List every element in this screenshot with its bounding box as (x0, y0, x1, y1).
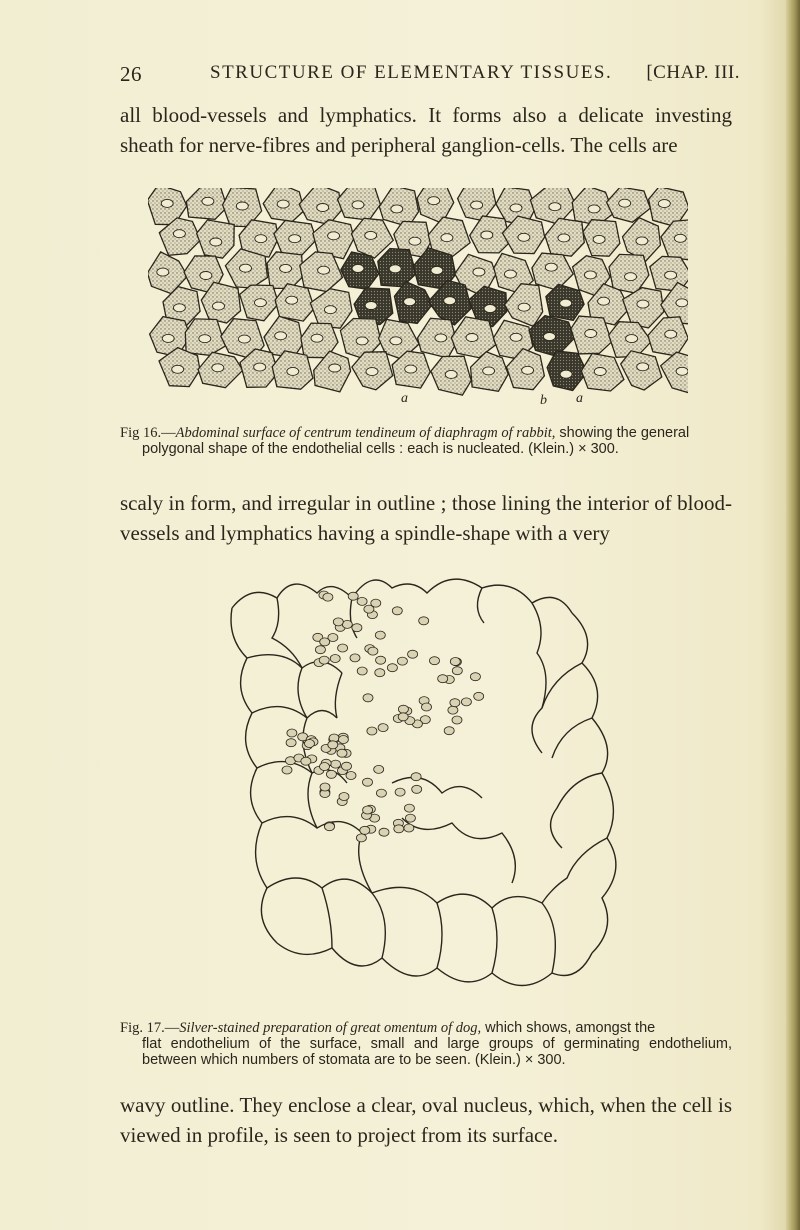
cell-nucleus (162, 334, 174, 342)
figure-17-title: Silver-stained preparation of great omentum of dog, (179, 1020, 482, 1036)
figure-17-illustration (222, 568, 642, 1013)
germinating-cell (331, 760, 341, 768)
cell-nucleus (318, 266, 330, 274)
endothelial-cell-grid (148, 188, 688, 395)
germinating-cell (363, 778, 373, 786)
cell-nucleus (389, 265, 401, 273)
germinating-cell (315, 646, 325, 654)
germinating-cell (356, 834, 366, 842)
cell-nucleus (626, 335, 638, 343)
chapter-label: [CHAP. III. (646, 62, 740, 83)
cell-nucleus (289, 235, 301, 243)
cell-nucleus (665, 330, 677, 338)
cell-nucleus (275, 332, 287, 340)
cell-nucleus (356, 337, 368, 345)
germinating-cell (397, 657, 407, 665)
figure-17-caption (120, 1020, 732, 1068)
cell-nucleus (473, 268, 485, 276)
cell-nucleus (157, 268, 169, 276)
germinating-cell (404, 824, 414, 832)
germinating-cell (286, 739, 296, 747)
germinating-cell (333, 618, 343, 626)
cell-nucleus (173, 304, 185, 312)
germinating-cell (363, 806, 373, 814)
germinating-cell (363, 694, 373, 702)
page-edge (786, 0, 800, 1230)
germinating-cell (338, 644, 348, 652)
germinating-cell (367, 727, 377, 735)
cell-nucleus (390, 337, 402, 345)
germinating-cell (374, 765, 384, 773)
germinating-cell (342, 762, 352, 770)
cell-nucleus (404, 298, 416, 306)
cell-nucleus (636, 237, 648, 245)
cell-nucleus (481, 231, 493, 239)
cell-nucleus (254, 363, 266, 371)
germinating-cell (357, 667, 367, 675)
germinating-cell (461, 698, 471, 706)
cell-nucleus (173, 230, 185, 238)
germinating-cell (444, 727, 454, 735)
cell-nucleus (445, 370, 457, 378)
germinating-cell (375, 669, 385, 677)
cell-nucleus (598, 297, 610, 305)
germinating-cell (411, 773, 421, 781)
cell-nucleus (676, 299, 688, 307)
germinating-cell (474, 692, 484, 700)
running-title: STRUCTURE OF ELEMENTARY TISSUES. (210, 62, 613, 83)
germinating-cell (438, 675, 448, 683)
cell-nucleus (287, 367, 299, 375)
cell-nucleus (518, 233, 530, 241)
figure-16-label-a-right: a (576, 391, 583, 406)
figure-16-caption (120, 425, 732, 457)
cell-nucleus (238, 335, 250, 343)
cell-nucleus (549, 203, 561, 211)
germinating-cell (282, 766, 292, 774)
cell-nucleus (510, 333, 522, 341)
cell-nucleus (311, 334, 323, 342)
germinating-cell (326, 770, 336, 778)
germinating-cell (470, 673, 480, 681)
germinating-cell (405, 814, 415, 822)
cell-nucleus (593, 235, 605, 243)
germinating-cell (398, 713, 408, 721)
cell-nucleus (328, 232, 340, 240)
cell-nucleus (254, 299, 266, 307)
germinating-cell (360, 826, 370, 834)
cell-nucleus (405, 365, 417, 373)
cell-nucleus (202, 197, 214, 205)
germinating-cell (287, 729, 297, 737)
cell-nucleus (324, 306, 336, 314)
germinating-cell (320, 638, 330, 646)
cell-nucleus (240, 264, 252, 272)
cell-nucleus (558, 234, 570, 242)
figure-16-number: Fig 16.— (120, 425, 176, 441)
cell-nucleus (435, 334, 447, 342)
cell-nucleus (352, 264, 364, 272)
germinating-cell (404, 804, 414, 812)
figure-16-label-a-left: a (401, 391, 408, 406)
cell-nucleus (441, 234, 453, 242)
germinating-cell (342, 620, 352, 628)
germinating-cell (364, 605, 374, 613)
cell-nucleus (594, 368, 606, 376)
cell-nucleus (510, 204, 522, 212)
cell-nucleus (625, 273, 637, 281)
cell-nucleus (161, 199, 173, 207)
germinating-cell (452, 667, 462, 675)
germinating-cell (395, 788, 405, 796)
cell-nucleus (560, 370, 572, 378)
cell-nucleus (236, 202, 248, 210)
cell-nucleus (365, 231, 377, 239)
running-header (120, 62, 740, 86)
cell-nucleus (504, 270, 516, 278)
cell-nucleus (409, 237, 421, 245)
cell-nucleus (212, 364, 224, 372)
cell-nucleus (366, 368, 378, 376)
germinating-cell (330, 655, 340, 663)
germinating-cell (346, 772, 356, 780)
cell-nucleus (255, 235, 267, 243)
cell-nucleus (471, 201, 483, 209)
cell-nucleus (286, 296, 298, 304)
figure-16-label-b: b (540, 393, 547, 408)
germinating-cell (387, 664, 397, 672)
cell-nucleus (676, 367, 688, 375)
germinating-cell (422, 703, 432, 711)
cell-nucleus (560, 299, 572, 307)
cell-nucleus (213, 302, 225, 310)
germinating-cell (376, 789, 386, 797)
germinating-cell (408, 650, 418, 658)
cell-nucleus (484, 305, 496, 313)
germinating-cell (328, 741, 338, 749)
cell-nucleus (172, 365, 184, 373)
paragraph-2: scaly in form, and irregular in outline ; those lining the interior of blood-vessels and lymphatics having a spindle-shape with a very (120, 491, 732, 545)
cell-nucleus (544, 333, 556, 341)
cell-nucleus (588, 205, 600, 213)
cell-nucleus (277, 200, 289, 208)
cell-nucleus (466, 334, 478, 342)
cell-nucleus (665, 271, 677, 279)
paragraph-1: all blood-vessels and lymphatics. It forms also a delicate investing sheath for nerve-fibres and peripheral ganglion-cells. The cells are (120, 103, 732, 157)
germinating-cell (305, 740, 315, 748)
cell-nucleus (674, 234, 686, 242)
germinating-cell (319, 656, 329, 664)
germinating-cell (452, 716, 462, 724)
cell-nucleus (658, 200, 670, 208)
germinating-cell (348, 592, 358, 600)
germinating-cell (301, 757, 311, 765)
cell-nucleus (431, 266, 443, 274)
cell-nucleus (365, 302, 377, 310)
germinating-cell (392, 607, 402, 615)
figure-17-caption-rest: which shows, amongst the (481, 1020, 656, 1036)
germinating-cell (450, 699, 460, 707)
germinating-cell (320, 783, 330, 791)
germinating-cell (339, 793, 349, 801)
cell-nucleus (280, 264, 292, 272)
germinating-cell (323, 593, 333, 601)
cell-nucleus (391, 205, 403, 213)
germinating-cell (368, 647, 378, 655)
cell-nucleus (444, 297, 456, 305)
figure-16-title: Abdominal surface of centrum tendineum of diaphragm of rabbit, (175, 425, 556, 441)
cell-nucleus (483, 367, 495, 375)
germinating-cell (419, 617, 429, 625)
germinating-cell (448, 706, 458, 714)
germinating-cell (325, 823, 335, 831)
germinating-cell (450, 658, 460, 666)
cell-nucleus (200, 272, 212, 280)
germinating-cell (357, 597, 367, 605)
germinating-cell (352, 624, 362, 632)
germinating-cell (375, 631, 385, 639)
germinating-cell (379, 828, 389, 836)
cell-nucleus (210, 238, 222, 246)
cell-nucleus (584, 271, 596, 279)
germinating-cell (412, 785, 422, 793)
cell-nucleus (585, 330, 597, 338)
germinating-cell (398, 705, 408, 713)
figure-17-caption-line2: flat endothelium of the surface, small and large groups of germinating endothelium, between which numbers of stomata are to be seen. (Klein.) × 300. (142, 1036, 732, 1068)
cell-nucleus (522, 366, 534, 374)
cell-nucleus (637, 363, 649, 371)
germinating-cell (378, 724, 388, 732)
germinating-cell (394, 825, 404, 833)
cell-nucleus (199, 335, 211, 343)
figure-17-number: Fig. 17.— (120, 1020, 180, 1036)
germinating-cell (350, 654, 360, 662)
cell-nucleus (352, 201, 364, 209)
figure-16-illustration (148, 188, 688, 408)
endothelial-cell (532, 253, 573, 290)
germinating-cell (337, 749, 347, 757)
page-number: 26 (120, 62, 142, 86)
cell-nucleus (317, 204, 329, 212)
paragraph-3: wavy outline. They enclose a clear, oval nucleus, which, when the cell is viewed in profile, is seen to project from its surface. (120, 1093, 732, 1147)
germinating-cell (376, 656, 386, 664)
cell-nucleus (619, 199, 631, 207)
cell-nucleus (329, 364, 341, 372)
cell-nucleus (637, 300, 649, 308)
omentum-cell-outlines (231, 579, 616, 985)
cell-nucleus (518, 303, 530, 311)
germinating-endothelium-groups (282, 591, 484, 842)
figure-16-caption-rest: showing the general (555, 425, 690, 441)
germinating-cell (338, 736, 348, 744)
cell-nucleus (428, 197, 440, 205)
germinating-cell (320, 763, 330, 771)
germinating-cell (430, 657, 440, 665)
figure-16-caption-line2: polygonal shape of the endothelial cells : each is nucleated. (Klein.) × 300. (142, 441, 619, 457)
cell-nucleus (545, 263, 557, 271)
